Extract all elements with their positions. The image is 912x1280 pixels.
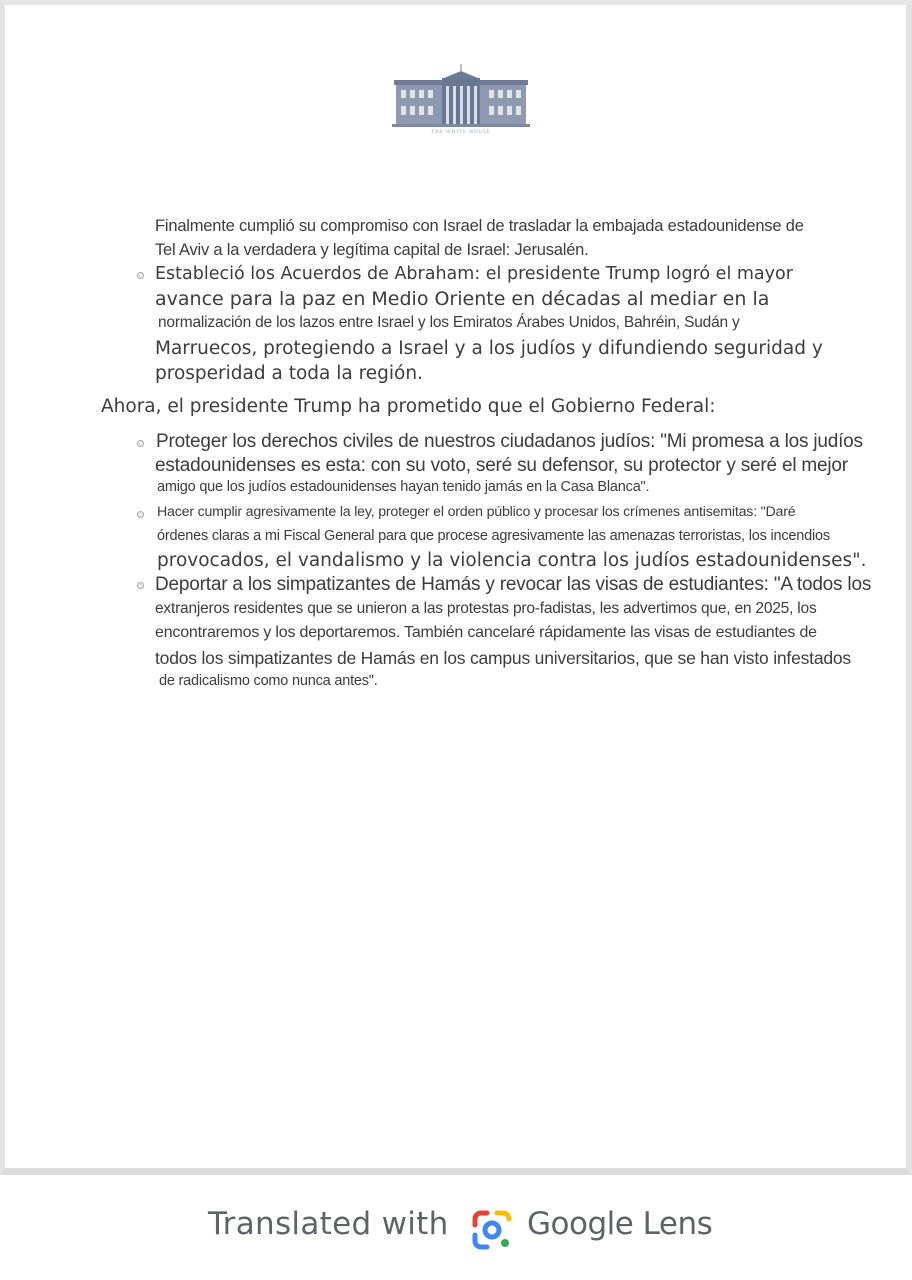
abraham-line-4: Marruecos, protegiendo a Israel y a los judíos y difundiendo seguridad y bbox=[155, 338, 823, 359]
deport-line-5: de radicalismo como nunca antes". bbox=[159, 673, 378, 689]
abraham-line-2: avance para la paz en Medio Oriente en décadas al mediar en la bbox=[155, 288, 770, 310]
abraham-line-3: normalización de los lazos entre Israel y los Emiratos Árabes Unidos, Bahréin, Sudán y bbox=[158, 314, 740, 331]
deport-line-4: todos los simpatizantes de Hamás en los campus universitarios, que se han visto infestados bbox=[155, 648, 851, 668]
abraham-line-5: prosperidad a toda la región. bbox=[155, 363, 423, 384]
enforce-line-3: provocados, el vandalismo y la violencia contra los judíos estadounidenses". bbox=[157, 550, 867, 571]
deport-line-2: extranjeros residentes que se unieron a las protestas pro-fadistas, les advertimos que, en 2025, los bbox=[155, 600, 817, 617]
enforce-line-2: órdenes claras a mi Fiscal General para que procese agresivamente las amenazas terroristas, los incendios bbox=[157, 528, 830, 544]
bullet-circle-icon bbox=[137, 511, 144, 518]
protect-line-3: amigo que los judíos estadounidenses hayan tenido jamás en la Casa Blanca". bbox=[157, 479, 650, 495]
abraham-line-1: Estableció los Acuerdos de Abraham: el presidente Trump logró el mayor bbox=[155, 264, 793, 284]
intro-line-1: Finalmente cumplió su compromiso con Israel de trasladar la embajada estadounidense de bbox=[155, 217, 804, 235]
promise-heading: Ahora, el presidente Trump ha prometido que el Gobierno Federal: bbox=[101, 396, 716, 417]
translated-with-label: Translated with bbox=[208, 1206, 449, 1242]
white-house-logo bbox=[392, 62, 530, 142]
google-lens-brand: Google Lens bbox=[527, 1206, 713, 1242]
intro-line-2: Tel Aviv a la verdadera y legítima capital de Israel: Jerusalén. bbox=[155, 241, 589, 259]
logo-caption: THE WHITE HOUSE bbox=[431, 130, 491, 135]
deport-line-3: encontraremos y los deportaremos. También cancelaré rápidamente las visas de estudiantes de bbox=[155, 624, 817, 641]
google-lens-icon bbox=[471, 1209, 513, 1251]
bullet-circle-icon bbox=[137, 440, 144, 447]
translation-footer bbox=[0, 1175, 912, 1280]
protect-line-1: Proteger los derechos civiles de nuestros ciudadanos judíos: "Mi promesa a los judíos bbox=[156, 431, 863, 452]
bullet-circle-icon bbox=[137, 272, 144, 279]
enforce-line-1: Hacer cumplir agresivamente la ley, proteger el orden público y procesar los crímenes antisemitas: "Daré bbox=[157, 504, 796, 520]
bullet-circle-icon bbox=[137, 582, 144, 589]
deport-line-1: Deportar a los simpatizantes de Hamás y revocar las visas de estudiantes: "A todos los bbox=[155, 574, 872, 595]
protect-line-2: estadounidenses es esta: con su voto, seré su defensor, su protector y seré el mejor bbox=[155, 455, 848, 476]
